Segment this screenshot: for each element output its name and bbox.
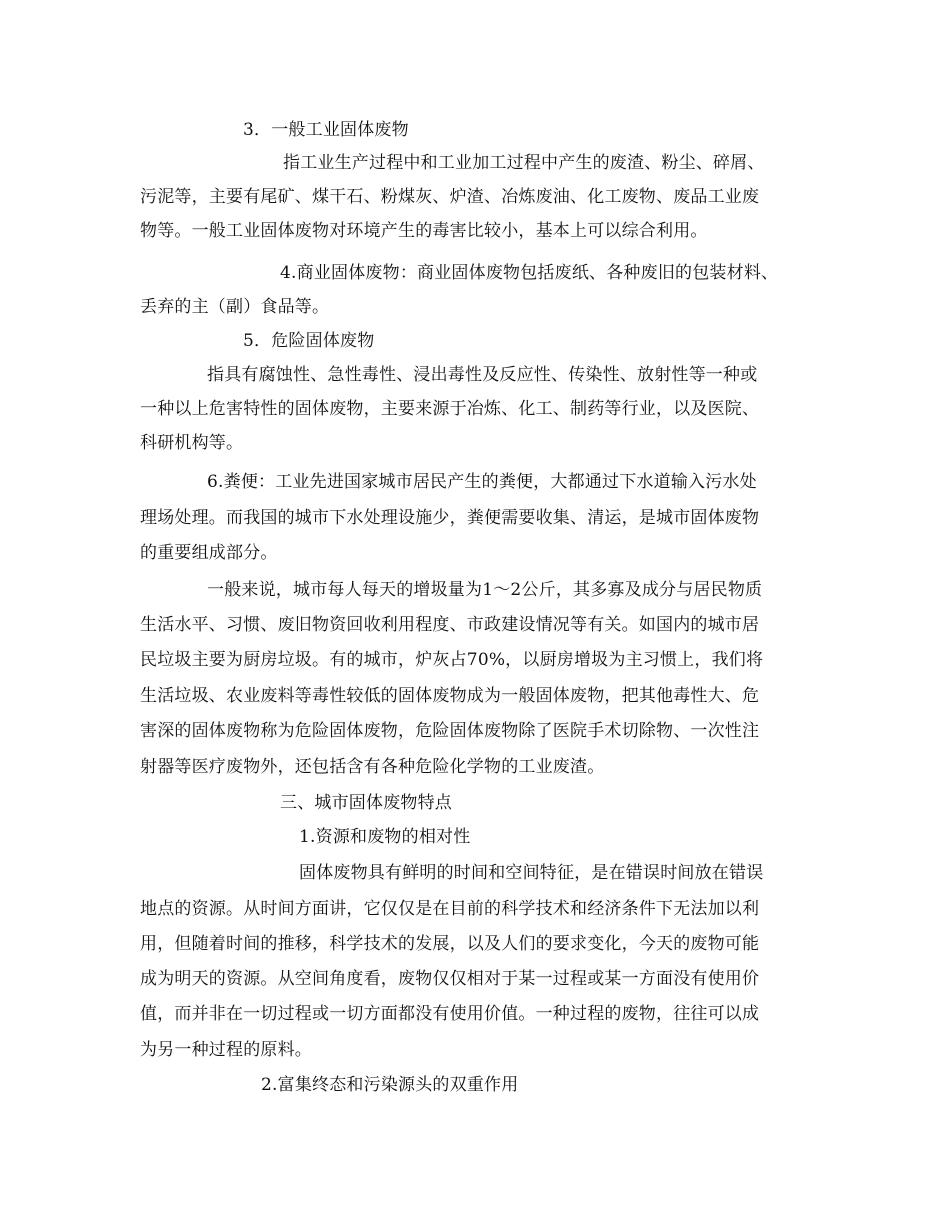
subsection-heading: 2.富集终态和污染源头的双重作用 xyxy=(261,1075,519,1095)
heading-general-industrial-waste: 3．一般工业固体废物 xyxy=(243,120,409,140)
paragraph-line: 值，而并非在一切过程或一切方面都没有使用价值。一种过程的废物，往往可以成 xyxy=(140,1004,760,1024)
paragraph-line: 为另一种过程的原料。 xyxy=(140,1040,312,1060)
paragraph-line: 用，但随着时间的推移，科学技术的发展，以及人们的要求变化，今天的废物可能 xyxy=(140,934,760,954)
paragraph-line: 地点的资源。从时间方面讲，它仅仅是在目前的科学技术和经济条件下无法加以利 xyxy=(140,899,760,919)
paragraph-line: 民垃圾主要为厨房垃圾。有的城市，炉灰占70%，以厨房增圾为主习惯上，我们将 xyxy=(140,650,764,670)
paragraph-line: 一种以上危害特性的固体废物，主要来源于冶炼、化工、制药等行业，以及医院、 xyxy=(140,399,760,419)
paragraph-line: 生活水平、习惯、废旧物资回收利用程度、市政建设情况等有关。如国内的城市居 xyxy=(140,615,760,635)
paragraph-line: 射器等医疗废物外，还包括含有各种危险化学物的工业废渣。 xyxy=(140,757,605,777)
paragraph-line: 的重要组成部分。 xyxy=(140,543,278,563)
heading-feces: 6.粪便：工业先进国家城市居民产生的粪便，大都通过下水道输入污水处 xyxy=(207,472,757,492)
paragraph-line: 物等。一般工业固体废物对环境产生的毒害比较小，基本上可以综合利用。 xyxy=(140,221,708,241)
paragraph-line: 成为明天的资源。从空间角度看，废物仅仅相对于某一过程或某一方面没有使用价 xyxy=(140,969,760,989)
paragraph-line: 丢弃的主（副）食品等。 xyxy=(140,297,330,317)
paragraph-line: 指具有腐蚀性、急性毒性、浸出毒性及反应性、传染性、放射性等一种或 xyxy=(207,365,758,385)
paragraph-line: 固体废物具有鲜明的时间和空间特征，是在错误时间放在错误 xyxy=(299,863,764,883)
heading-commercial-waste: 4.商业固体废物：商业固体废物包括废纸、各种废旧的包装材料、 xyxy=(280,263,779,283)
paragraph-line: 污泥等，主要有尾矿、煤干石、粉煤灰、炉渣、冶炼废油、化工废物、废品工业废 xyxy=(140,187,760,207)
paragraph-line: 科研机构等。 xyxy=(140,433,244,453)
paragraph-line: 生活垃圾、农业废料等毒性较低的固体废物成为一般固体废物，把其他毒性大、危 xyxy=(140,686,760,706)
section-heading: 三、城市固体废物特点 xyxy=(280,793,452,813)
paragraph-line: 指工业生产过程中和工业加工过程中产生的废渣、粉尘、碎屑、 xyxy=(283,153,765,173)
paragraph-line: 理场处理。而我国的城市下水处理设施少，粪便需要收集、清运，是城市固体废物 xyxy=(140,508,760,528)
subsection-heading: 1.资源和废物的相对性 xyxy=(299,827,471,847)
paragraph-line: 害深的固体废物称为危险固体废物，危险固体废物除了医院手术切除物、一次性注 xyxy=(140,721,760,741)
paragraph-line: 一般来说，城市每人每天的增圾量为1～2公斤，其多寡及成分与居民物质 xyxy=(207,580,763,600)
heading-hazardous-waste: 5．危险固体废物 xyxy=(243,331,375,351)
